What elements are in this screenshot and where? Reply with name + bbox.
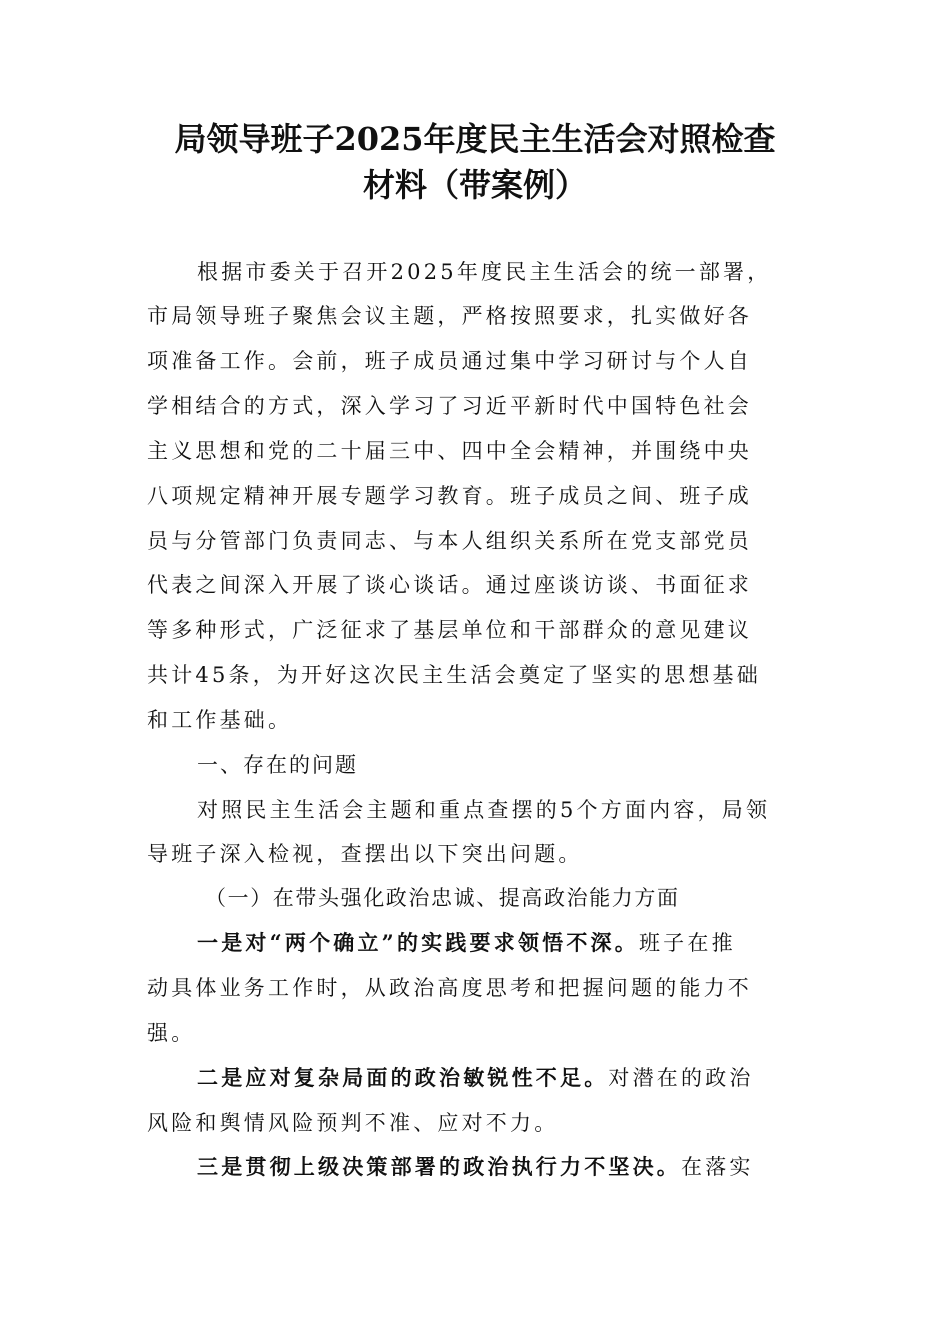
paragraph-line xyxy=(197,1056,807,1100)
paragraph-line: 对照民主生活会主题和重点查摆的5个方面内容，局领 xyxy=(197,798,771,822)
paragraph-line xyxy=(197,921,807,965)
paragraph-line: 动具体业务工作时，从政治高度思考和把握问题的能力不 xyxy=(147,976,752,1000)
paragraph-line: 等多种形式，广泛征求了基层单位和干部群众的意见建议 xyxy=(147,618,752,642)
paragraph-line: 共计45条，为开好这次民主生活会奠定了坚实的思想基础 xyxy=(147,663,761,687)
paragraph-line: 代表之间深入开展了谈心谈话。通过座谈访谈、书面征求 xyxy=(147,573,752,597)
issue-title: 一是对“两个确立”的实践要求领悟不深。 xyxy=(197,930,639,955)
paragraph-line: 导班子深入检视，查摆出以下突出问题。 xyxy=(147,842,583,866)
document-title xyxy=(120,116,830,208)
issue-text: 在落实 xyxy=(681,1155,754,1179)
paragraph-line: 项准备工作。会前，班子成员通过集中学习研讨与个人自 xyxy=(147,349,752,373)
issue-title: 三是贯彻上级决策部署的政治执行力不坚决。 xyxy=(197,1154,681,1179)
paragraph-line: 风险和舆情风险预判不准、应对不力。 xyxy=(147,1111,559,1135)
paragraph-line: 强。 xyxy=(147,1021,196,1045)
title-line-1: 局领导班子2025年度民主生活会对照检查 xyxy=(174,120,776,158)
section-heading: 一、存在的问题 xyxy=(197,753,358,777)
subsection-heading: （一）在带头强化政治忠诚、提高政治能力方面 xyxy=(205,886,680,910)
title-line-2: 材料（带案例） xyxy=(362,166,587,204)
issue-title: 二是应对复杂局面的政治敏锐性不足。 xyxy=(197,1065,609,1090)
paragraph-line: 学相结合的方式，深入学习了习近平新时代中国特色社会 xyxy=(147,394,752,418)
paragraph-line: 员与分管部门负责同志、与本人组织关系所在党支部党员 xyxy=(147,529,752,553)
issue-text: 对潜在的政治 xyxy=(608,1066,754,1090)
paragraph-line: 市局领导班子聚焦会议主题，严格按照要求，扎实做好各 xyxy=(147,304,752,328)
paragraph-line: 主义思想和党的二十届三中、四中全会精神，并围绕中央 xyxy=(147,439,752,463)
paragraph-line xyxy=(197,1145,807,1189)
paragraph-line: 根据市委关于召开2025年度民主生活会的统一部署， xyxy=(197,260,772,284)
paragraph-line: 和工作基础。 xyxy=(147,708,293,732)
paragraph-line: 八项规定精神开展专题学习教育。班子成员之间、班子成 xyxy=(147,484,752,508)
issue-text: 班子在推 xyxy=(638,931,736,955)
